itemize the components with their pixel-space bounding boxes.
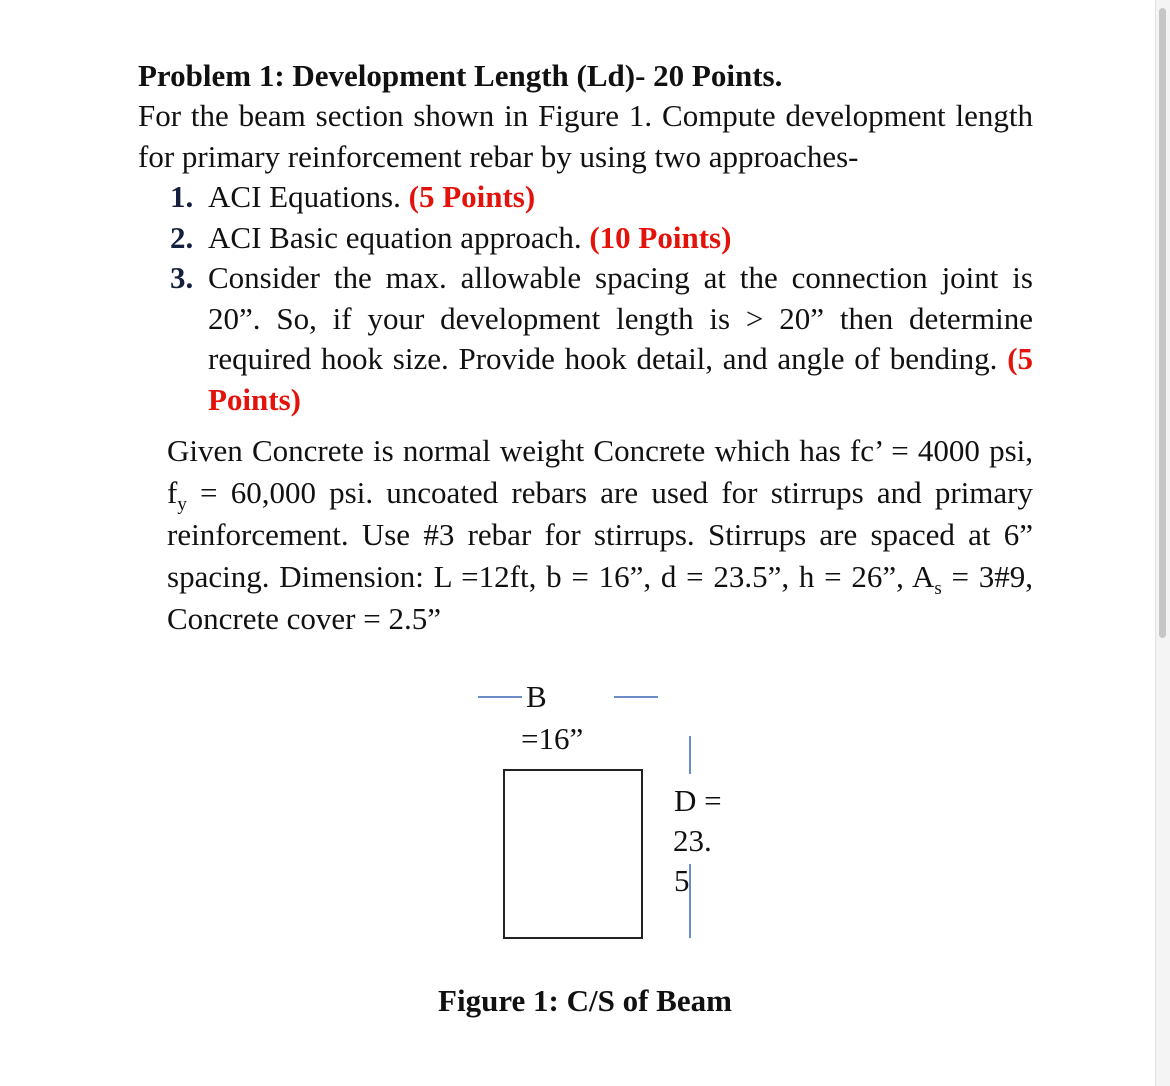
item-text: ACI Equations. [208,179,401,214]
figure-caption: Figure 1: C/S of Beam [438,983,732,1018]
approach-list [138,177,1033,420]
item-number: 1. [170,179,194,214]
b-dimension-line-left [478,696,522,698]
d-dimension-line-top [689,736,691,774]
list-item [138,218,1033,259]
b-dimension-line-right [614,696,658,698]
item-number: 3. [170,260,194,295]
given-section [167,430,1033,640]
item-points: (5 Points) [208,341,1034,417]
item-text: ACI Basic equation approach. [208,219,582,255]
b-label: B [526,679,547,714]
d-label: D = [674,783,722,818]
problem-intro: For the beam section shown in Figure 1. Compute development length for primary reinforcement rebar by using two approaches- [138,98,1033,174]
beam-figure [0,660,1160,1080]
b-value: =16” [521,721,584,756]
beam-cross-section [503,769,643,939]
item-points: (5 Points) [408,179,536,214]
given-text-2: = 60,000 psi. uncoated rebars are used for stirrups and primary reinforcement. Use #3 rebar for stirrups. Stirrups are spaced at 6” spacing. Dimension: L =12ft, b = 16”, d = 23.5”, h = 26”, A [167,475,1033,594]
item-number: 2. [170,219,194,255]
d-value-line-2: 5 [674,863,690,898]
item-text: Consider the max. allowable spacing at the connection joint is 20”. So, if your development length is > 20” then determine required hook size. Provide hook detail, and angle of bending. [208,260,1033,376]
d-value-line-1: 23. [673,823,712,858]
scrollbar-thumb[interactable] [1159,8,1166,638]
fy-subscript: y [177,494,187,515]
problem-title: Problem 1: Development Length (Ld)- 20 Points. [138,58,783,93]
list-item [138,258,1033,420]
as-subscript: s [934,578,942,599]
problem-section [138,56,1033,420]
given-text-3: = 3#9, Concrete cover = 2.5” [167,559,1034,636]
given-paragraph [167,430,1033,640]
given-text-1: Given Concrete is normal weight Concrete which has fc’ = 4000 psi, f [167,433,1033,510]
item-points: (10 Points) [589,219,732,255]
list-item [138,177,1033,218]
